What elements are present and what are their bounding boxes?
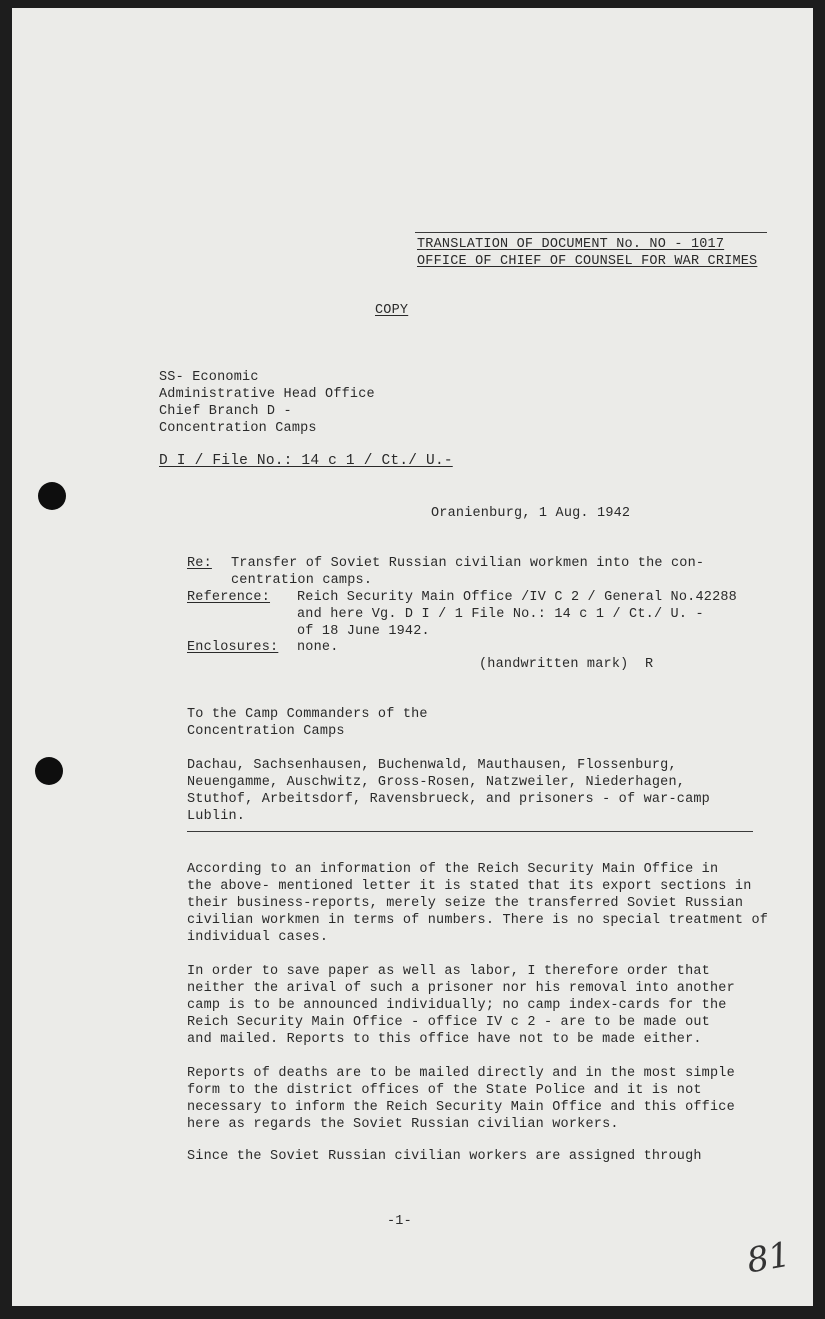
handwritten-mark: (handwritten mark) R <box>479 657 654 672</box>
camps-line: Stuthof, Arbeitsdorf, Ravensbrueck, and prisoners - of war-camp <box>187 792 710 807</box>
camps-line: Dachau, Sachsenhausen, Buchenwald, Mauthausen, Flossenburg, <box>187 758 677 773</box>
header-top-rule <box>415 232 767 233</box>
re-label: Re: <box>187 556 212 571</box>
reference-text: Reich Security Main Office /IV C 2 / General No.42288 <box>297 590 737 605</box>
sender-line: Administrative Head Office <box>159 387 375 402</box>
paragraph-line: Reports of deaths are to be mailed directly and in the most simple <box>187 1066 735 1081</box>
paragraph-line: camp is to be announced individually; no camp index-cards for the <box>187 998 727 1013</box>
reference-text: and here Vg. D I / 1 File No.: 14 c 1 / Ct./ U. - <box>297 607 704 622</box>
section-divider <box>187 831 753 832</box>
sender-line: SS- Economic <box>159 370 259 385</box>
enclosures-value: none. <box>297 640 339 655</box>
paragraph-line: individual cases. <box>187 930 329 945</box>
punch-hole <box>38 482 66 510</box>
header-line-2: OFFICE OF CHIEF OF COUNSEL FOR WAR CRIMES <box>417 254 758 269</box>
paragraph-line: civilian workmen in terms of numbers. There is no special treatment of <box>187 913 769 928</box>
copy-label: COPY <box>375 303 409 318</box>
paragraph-line: neither the arival of such a prisoner nor his removal into another <box>187 981 735 996</box>
paragraph-line: necessary to inform the Reich Security Main Office and this office <box>187 1100 735 1115</box>
paragraph-line: Since the Soviet Russian civilian workers are assigned through <box>187 1149 702 1164</box>
paragraph-line: In order to save paper as well as labor, I therefore order that <box>187 964 710 979</box>
handwritten-page-number: 81 <box>743 1234 794 1282</box>
reference-label: Reference: <box>187 590 271 605</box>
reference-text: of 18 June 1942. <box>297 624 430 639</box>
paragraph-line: the above- mentioned letter it is stated that its export sections in <box>187 879 752 894</box>
header-line-1: TRANSLATION OF DOCUMENT No. NO - 1017 <box>417 237 725 252</box>
document-page <box>12 8 813 1306</box>
file-reference: D I / File No.: 14 c 1 / Ct./ U.- <box>159 453 453 469</box>
enclosures-label: Enclosures: <box>187 640 279 655</box>
sender-line: Chief Branch D - <box>159 404 292 419</box>
page-number: -1- <box>387 1214 412 1229</box>
sender-line: Concentration Camps <box>159 421 317 436</box>
paragraph-line: According to an information of the Reich Security Main Office in <box>187 862 719 877</box>
paragraph-line: here as regards the Soviet Russian civilian workers. <box>187 1117 619 1132</box>
addressee-line: To the Camp Commanders of the <box>187 707 428 722</box>
camps-line: Lublin. <box>187 809 246 824</box>
re-text: Transfer of Soviet Russian civilian workmen into the con- <box>231 556 705 571</box>
addressee-line: Concentration Camps <box>187 724 345 739</box>
paragraph-line: their business-reports, merely seize the transferred Soviet Russian <box>187 896 744 911</box>
place-date: Oranienburg, 1 Aug. 1942 <box>431 506 631 521</box>
paragraph-line: form to the district offices of the State Police and it is not <box>187 1083 702 1098</box>
camps-line: Neuengamme, Auschwitz, Gross-Rosen, Natzweiler, Niederhagen, <box>187 775 686 790</box>
re-text: centration camps. <box>231 573 373 588</box>
punch-hole <box>35 757 63 785</box>
paragraph-line: Reich Security Main Office - office IV c 2 - are to be made out <box>187 1015 710 1030</box>
paragraph-line: and mailed. Reports to this office have not to be made either. <box>187 1032 702 1047</box>
